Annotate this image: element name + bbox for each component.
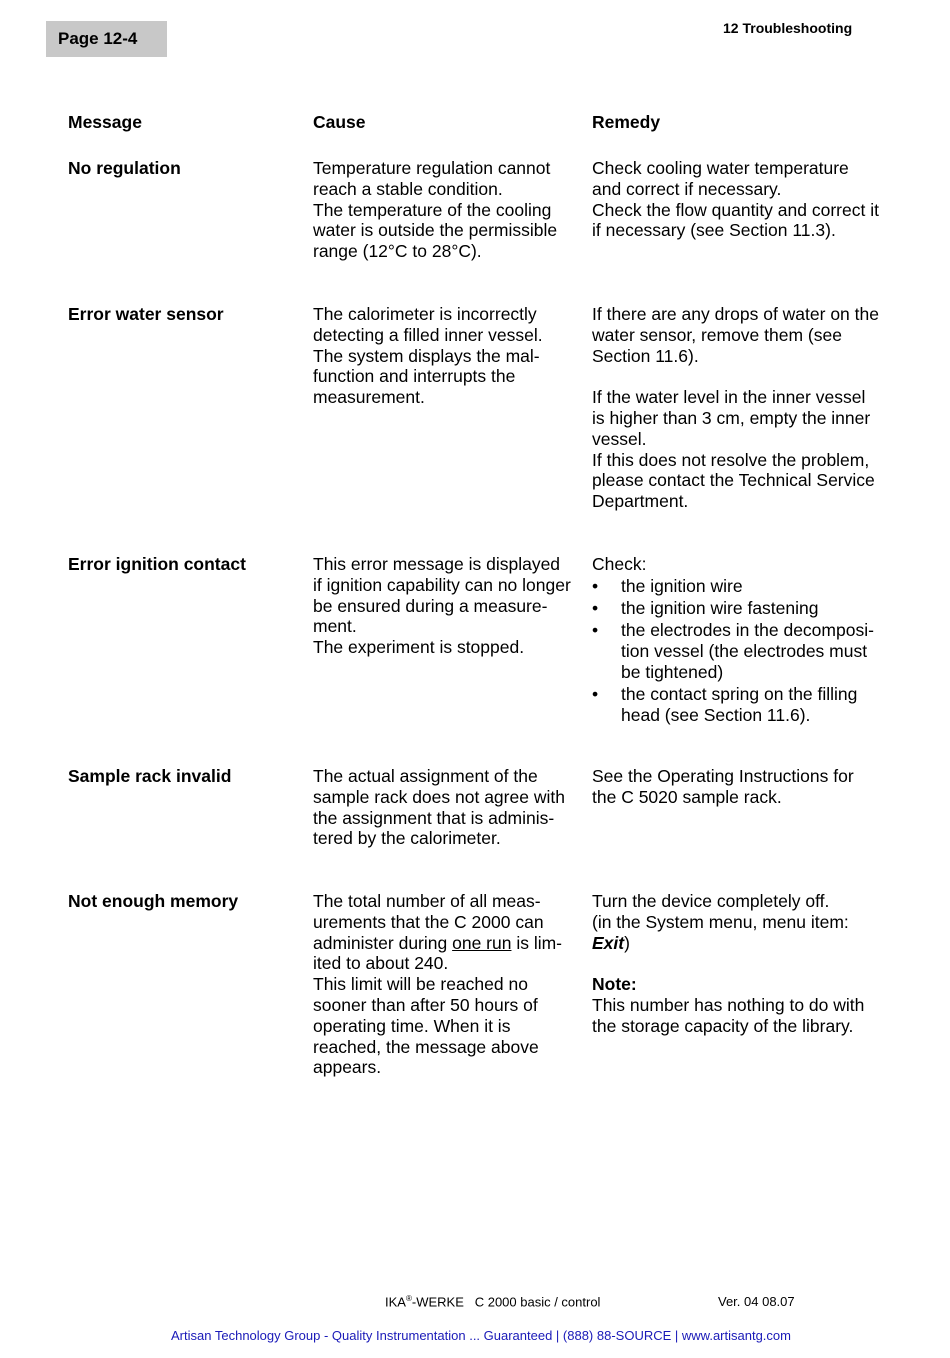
bullet-icon: • [592,620,599,641]
chapter-title: 12 Troubleshooting [723,20,853,36]
remedy-no-regulation: Check cooling water temperature and correct if necessary. Check the flow quantity and correct it if necessary (see Section 11.3). [592,158,879,241]
cause-error-ignition-contact: This error message is displayed if ignition capability can no longer be ensured during a measure- ment. The experiment is stopped. [313,554,571,658]
list-item: • the ignition wire fastening [592,598,819,619]
bullet-icon: • [592,684,599,705]
bullet-icon: • [592,598,599,619]
page-number-label: Page 12-4 [46,21,167,57]
column-header-message: Message [68,112,142,132]
message-sample-rack-invalid: Sample rack invalid [68,766,232,786]
underlined-one-run: one run [452,932,512,953]
list-item: • the electrodes in the decomposi- tion vessel (the electrodes must be tightened) [592,620,874,682]
column-header-remedy: Remedy [592,112,661,132]
message-not-enough-memory: Not enough memory [68,891,239,911]
message-error-ignition-contact: Error ignition contact [68,554,246,574]
menu-item-exit: Exit [592,932,625,953]
footer-version: Ver. 04 08.07 [718,1294,795,1309]
message-error-water-sensor: Error water sensor [68,304,224,324]
artisan-footer-link[interactable]: Artisan Technology Group - Quality Instrumentation ... Guaranteed | (888) 88-SOURCE | www.artisantg.com [171,1328,791,1343]
message-no-regulation: No regulation [68,158,181,178]
cause-no-regulation: Temperature regulation cannot reach a stable condition. The temperature of the cooling water is outside the permissible range (12°C to 28°C). [313,158,558,262]
remedy-not-enough-memory: Turn the device completely off. (in the System menu, menu item: Exit) Note: This number has nothing to do with the storage capacity of the library. [592,891,897,1037]
remedy-sample-rack-invalid: See the Operating Instructions for the C 5020 sample rack. [592,766,854,807]
footer-product: IKA®-WERKE C 2000 basic / control [385,1294,601,1310]
cause-error-water-sensor: The calorimeter is incorrectly detecting a filled inner vessel. The system displays the mal- function and interrupts the measurement. [313,304,543,408]
list-item: • the contact spring on the filling head (see Section 11.6). [592,684,858,726]
bullet-icon: • [592,575,599,596]
column-header-cause: Cause [313,112,366,132]
remedy-error-water-sensor: If there are any drops of water on the water sensor, remove them (see Section 11.6). If the water level in the inner vessel is higher than 3 cm, empty the inner vessel. If this does not resolve the problem, please contact the Technical Service Department. [592,304,879,512]
cause-not-enough-memory: The total number of all meas- urements that the C 2000 can administer during one run is lim- ited to about 240. This limit will be reached no sooner than after 50 hours of operating time. When it is reached, the message above appears. [313,891,563,1078]
note-label: Note: [592,974,637,995]
remedy-error-ignition-contact: Check: • the ignition wire • the ignition wire fastening • the electrodes in the decomposi- tion vessel (the electrodes must be tightened) • the contact spring on the filling head (see Section 11.6). [592,554,897,727]
list-item: • the ignition wire [592,575,743,596]
cause-sample-rack-invalid: The actual assignment of the sample rack does not agree with the assignment that is adminis- tered by the calorimeter. [313,766,565,849]
